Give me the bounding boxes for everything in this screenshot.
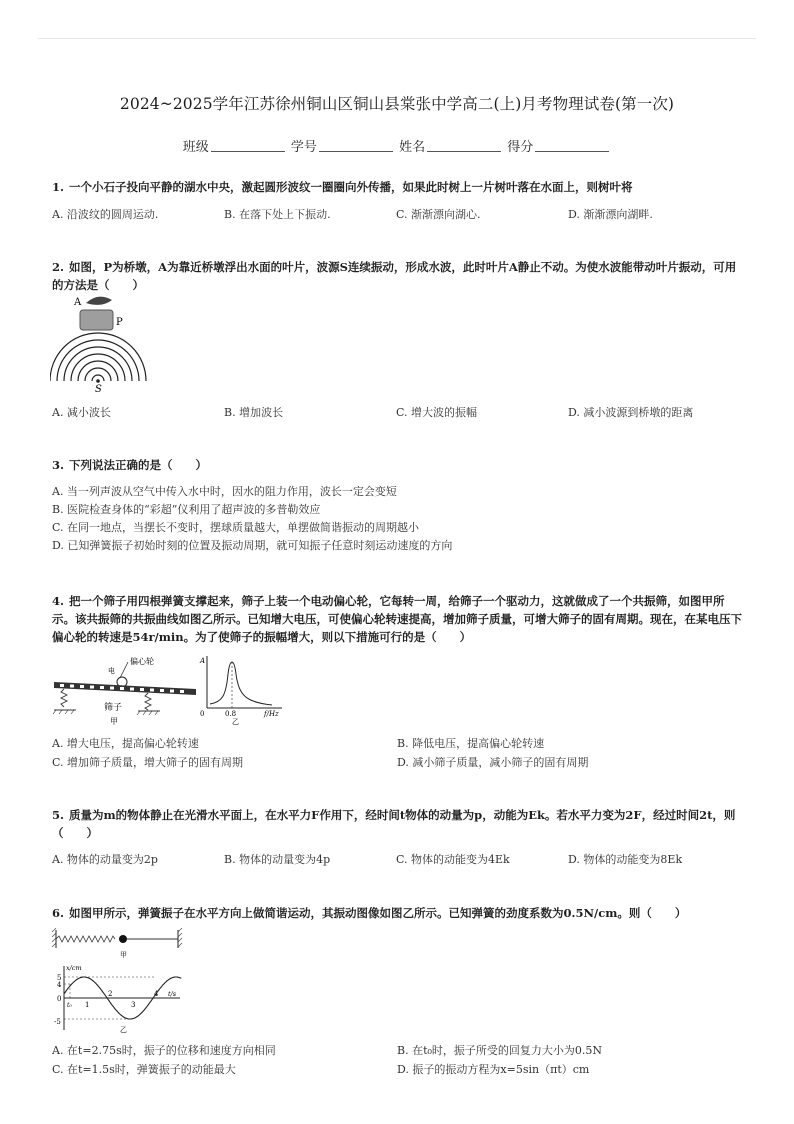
question-3-options [52,483,742,555]
t-tick-3: 3 [131,1001,136,1009]
option-a[interactable]: A. 增大电压，提高偏心轮转速 [52,737,199,750]
question-6 [52,904,742,922]
score-blank[interactable] [535,139,609,152]
class-label: 班级 [182,140,209,155]
option-b[interactable]: B. 在t₀时，振子所受的回复力大小为0.5N [397,1044,603,1057]
wave-arcs [50,333,146,381]
question-2 [52,258,742,294]
t-tick-4: 4 [154,990,159,998]
option-a[interactable]: A. 沿波纹的圆周运动. [52,208,159,221]
question-text: 如图甲所示，弹簧振子在水平方向上做简谐运动，其振动图像如图乙所示。已知弹簧的劲度系数为0.5N/cm。则（ ） [69,906,687,920]
question-number: 2. [52,260,65,274]
question-number: 4. [52,594,65,608]
question-2-options [52,404,742,420]
label-small: 电 [108,667,115,675]
axis-f-label: f/Hz [264,710,279,718]
y-tick-4: 4 [57,981,62,989]
axis-t-label: t/s [168,990,177,998]
tick-0-8: 0.8 [225,710,237,718]
label-p: P [116,317,123,328]
question-text: 把一个筛子用四根弹簧支撑起来，筛子上装一个电动偏心轮，它每转一周，给筛子一个驱动力，这就做成了一个共振筛，如图甲所示。该共振筛的共振曲线如图乙所示。已知增大电压，可使偏心轮转速提高，增加筛子质量，可增大筛子的固有周期。现在，在某电压下偏心轮的转速是54r/min。为了使筛子的振幅增大，则以下措施可行的是（ ） [52,594,742,644]
question-number: 3. [52,458,65,472]
name-label: 姓名 [399,140,426,155]
option-c[interactable]: C. 增大波的振幅 [396,406,478,419]
question-1-options [52,206,742,222]
bridge-pier-figure [50,294,150,394]
option-d[interactable]: D. 已知弹簧振子初始时刻的位置及振动周期，就可知振子任意时刻运动速度的方向 [52,539,453,552]
y-tick-neg5: -5 [54,1018,61,1026]
t-tick-1: 1 [85,1001,90,1009]
option-c[interactable]: C. 渐渐漂向湖心. [396,208,481,221]
t-tick-t0: t₀ [67,1002,72,1009]
question-4-options [52,735,742,770]
label-jia: 甲 [110,717,118,726]
question-1 [52,178,742,196]
source-dot [96,379,100,383]
label-s: S [95,384,102,394]
id-blank[interactable] [319,139,393,152]
question-text: 质量为m的物体静止在光滑水平面上，在水平力F作用下，经时间t物体的动量为p，动能为Ek。若水平力变为2F，经过时间2t，则（ ） [52,808,736,840]
label-sieve: 筛子 [104,703,123,713]
option-d[interactable]: D. 渐渐漂向湖畔. [568,208,653,221]
oscillator-ball [119,935,127,943]
option-b[interactable]: B. 增加波长 [224,406,284,419]
question-text: 如图，P为桥墩，A为靠近桥墩浮出水面的叶片，波源S连续振动，形成水波，此时叶片A静止不动。为使水波能带动叶片振动，可用的方法是（ ） [52,260,737,292]
class-blank[interactable] [211,139,285,152]
question-text: 下列说法正确的是（ ） [69,458,208,472]
option-d[interactable]: D. 振子的振动方程为x=5sin（πt）cm [397,1063,590,1076]
option-b[interactable]: B. 医院检查身体的“彩超”仪利用了超声波的多普勒效应 [52,503,321,516]
exam-title: 2024~2025学年江苏徐州铜山区铜山县棠张中学高二(上)月考物理试卷(第一次) [119,95,675,113]
option-b[interactable]: B. 物体的动量变为4p [224,853,331,866]
page-top-rule [38,38,756,39]
label-yi: 乙 [120,1026,127,1033]
spring-icon [56,936,115,942]
t-tick-2: 2 [108,990,113,998]
option-b[interactable]: B. 在落下处上下振动. [224,208,331,221]
option-a[interactable]: A. 在t=2.75s时，振子的位移和速度方向相同 [52,1044,276,1057]
id-label: 学号 [290,140,317,155]
option-d[interactable]: D. 物体的动能变为8Ek [568,853,683,866]
option-c[interactable]: C. 在同一地点，当摆长不变时，摆球质量越大，单摆做简谐振动的周期越小 [52,521,420,534]
option-a[interactable]: A. 减小波长 [52,406,111,419]
resonance-curve [210,662,272,705]
question-5 [52,806,742,842]
axis-x-label: x/cm [66,964,82,972]
question-6-options [52,1042,742,1077]
option-d[interactable]: D. 减小波源到桥墩的距离 [568,406,694,419]
label-jia: 甲 [120,951,127,959]
origin-label: 0 [200,710,205,718]
resonance-sieve-figure [50,654,290,728]
y-tick-5: 5 [57,974,62,982]
question-3 [52,456,742,474]
option-c[interactable]: C. 增加筛子质量，增大筛子的固有周期 [52,756,244,769]
score-label: 得分 [507,140,534,155]
sieve-plate [54,682,196,695]
pier-block [80,310,113,330]
label-a: A [74,297,82,308]
option-b[interactable]: B. 降低电压，提高偏心轮转速 [397,737,545,750]
student-info-line [0,136,794,155]
question-text: 一个小石子投向平静的湖水中央，激起圆形波纹一圈圈向外传播，如果此时树上一片树叶落在水面上，则树叶将 [69,180,633,194]
option-a[interactable]: A. 当一列声波从空气中传入水中时，因水的阻力作用，波长一定会变短 [52,485,397,498]
spring-oscillator-figure [50,928,190,1033]
name-blank[interactable] [427,139,501,152]
option-d[interactable]: D. 减小筛子质量，减小筛子的固有周期 [397,756,589,769]
question-number: 6. [52,906,65,920]
question-number: 5. [52,808,65,822]
y-tick-0: 0 [57,995,62,1003]
label-motor: 偏心轮 [130,657,154,666]
option-c[interactable]: C. 在t=1.5s时，弹簧振子的动能最大 [52,1063,236,1076]
leaf-icon [86,297,112,305]
question-4 [52,592,742,646]
option-c[interactable]: C. 物体的动能变为4Ek [396,853,510,866]
label-yi: 乙 [232,718,239,726]
question-number: 1. [52,180,65,194]
axis-a-label: A [200,657,206,665]
question-5-options [52,851,742,867]
option-a[interactable]: A. 物体的动量变为2p [52,853,158,866]
